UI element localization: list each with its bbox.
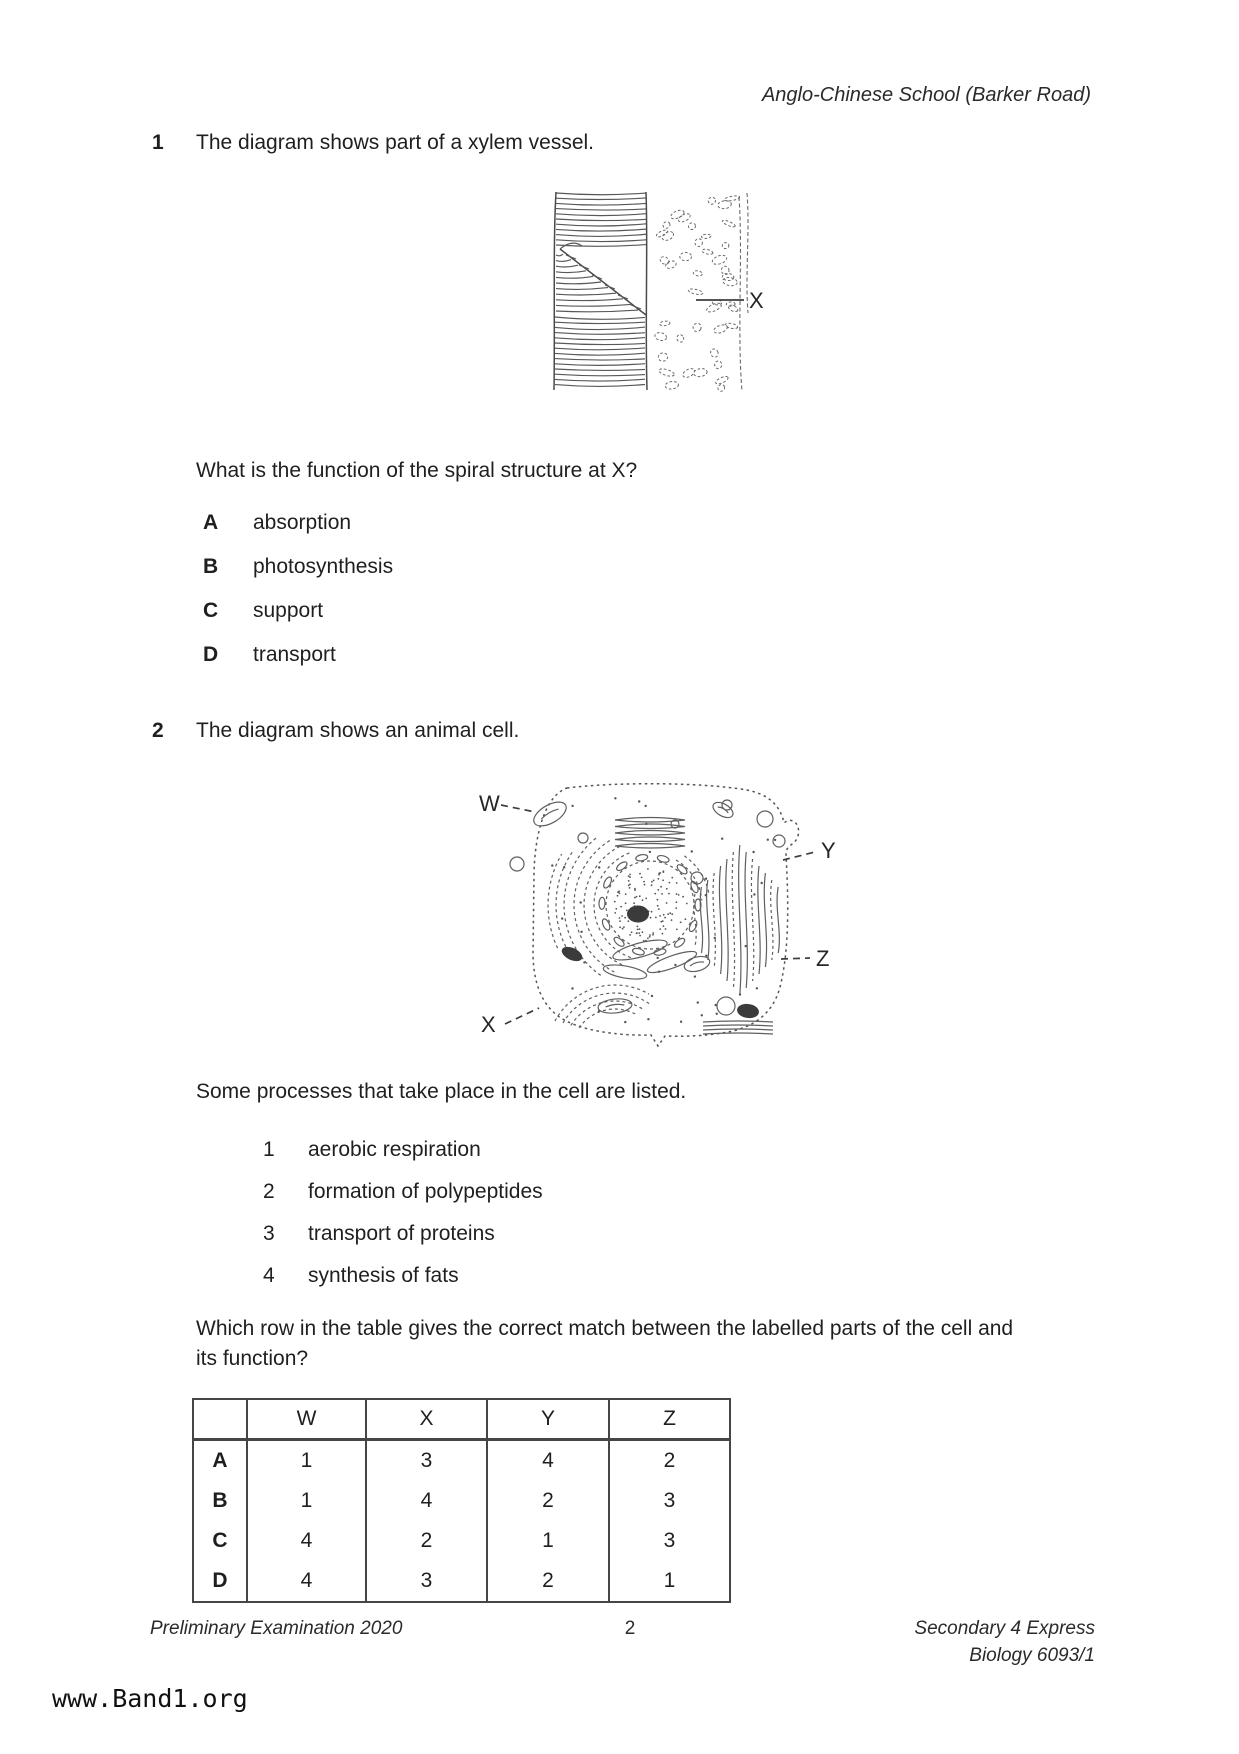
cell-label-z: Z xyxy=(816,946,830,971)
option-d xyxy=(203,642,703,668)
row-d-w: 4 xyxy=(247,1561,366,1602)
process-4-text: synthesis of fats xyxy=(308,1264,459,1287)
animal-cell-diagram xyxy=(465,778,855,1048)
option-b xyxy=(203,554,703,580)
row-b-w: 1 xyxy=(247,1481,366,1521)
x-pointer-line xyxy=(505,1008,539,1024)
watermark-url: www.Band1.org xyxy=(52,1684,248,1713)
header-z: Z xyxy=(609,1399,730,1440)
row-c-x: 2 xyxy=(366,1521,487,1561)
cell-label-w: W xyxy=(479,791,500,816)
processes-intro: Some processes that take place in the cell are listed. xyxy=(196,1080,687,1103)
school-header: Anglo-Chinese School (Barker Road) xyxy=(761,84,1091,106)
process-3-text: transport of proteins xyxy=(308,1222,495,1245)
question-1-prompt: What is the function of the spiral structure at X? xyxy=(196,459,638,482)
answer-table xyxy=(192,1398,731,1603)
xylem-diagram xyxy=(540,163,770,398)
process-2-number: 2 xyxy=(263,1180,275,1203)
xylem-label-x: X xyxy=(749,288,764,313)
row-a-x: 3 xyxy=(366,1440,487,1482)
question-1-stem-row xyxy=(152,130,1052,156)
row-a-label: A xyxy=(193,1440,247,1482)
row-a-y: 4 xyxy=(487,1440,609,1482)
process-1-text: aerobic respiration xyxy=(308,1138,481,1161)
header-w: W xyxy=(247,1399,366,1440)
option-d-letter: D xyxy=(203,643,219,666)
table-row-a xyxy=(193,1440,730,1482)
question-2-prompt-line2: its function? xyxy=(196,1347,309,1370)
option-a-text: absorption xyxy=(253,511,352,534)
process-1 xyxy=(263,1137,863,1163)
cell-label-x: X xyxy=(481,1012,496,1037)
footer-course-line1: Secondary 4 Express xyxy=(914,1618,1095,1639)
answer-table-header-row xyxy=(193,1399,730,1440)
process-2 xyxy=(263,1179,863,1205)
w-pointer-line xyxy=(501,805,535,812)
processes-list xyxy=(263,1137,863,1305)
row-a-z: 2 xyxy=(609,1440,730,1482)
header-y: Y xyxy=(487,1399,609,1440)
row-c-z: 3 xyxy=(609,1521,730,1561)
row-c-label: C xyxy=(193,1521,247,1561)
option-c xyxy=(203,598,703,624)
footer-course-block xyxy=(914,1615,1095,1669)
option-a xyxy=(203,510,703,536)
y-pointer-line xyxy=(783,852,815,860)
row-b-y: 2 xyxy=(487,1481,609,1521)
option-d-text: transport xyxy=(253,643,336,666)
process-1-number: 1 xyxy=(263,1138,275,1161)
table-row-c xyxy=(193,1521,730,1561)
footer-course-line2: Biology 6093/1 xyxy=(969,1645,1095,1666)
process-4 xyxy=(263,1263,863,1289)
parenchyma-cells xyxy=(654,193,748,392)
question-1-options xyxy=(203,510,703,686)
table-row-d xyxy=(193,1561,730,1602)
option-c-letter: C xyxy=(203,599,219,622)
question-2-stem: The diagram shows an animal cell. xyxy=(196,719,520,742)
corner-cell xyxy=(193,1399,247,1440)
row-d-label: D xyxy=(193,1561,247,1602)
spiral-vessel xyxy=(554,192,647,390)
z-pointer-line xyxy=(781,958,810,959)
row-d-z: 1 xyxy=(609,1561,730,1602)
row-a-w: 1 xyxy=(247,1440,366,1482)
row-c-w: 4 xyxy=(247,1521,366,1561)
row-b-label: B xyxy=(193,1481,247,1521)
table-row-b xyxy=(193,1481,730,1521)
option-b-letter: B xyxy=(203,555,219,578)
golgi-apparatus xyxy=(694,845,780,995)
process-2-text: formation of polypeptides xyxy=(308,1180,543,1203)
question-1-stem: The diagram shows part of a xylem vessel. xyxy=(196,131,594,154)
question-2-prompt xyxy=(196,1316,1116,1372)
row-c-y: 1 xyxy=(487,1521,609,1561)
footer-exam-name: Preliminary Examination 2020 xyxy=(150,1618,403,1639)
cell-label-y: Y xyxy=(821,838,836,863)
row-d-x: 3 xyxy=(366,1561,487,1602)
row-b-x: 4 xyxy=(366,1481,487,1521)
option-c-text: support xyxy=(253,599,324,622)
header-x: X xyxy=(366,1399,487,1440)
process-3-number: 3 xyxy=(263,1222,275,1245)
option-b-text: photosynthesis xyxy=(253,555,394,578)
question-1-number: 1 xyxy=(152,131,164,154)
question-2-prompt-line1: Which row in the table gives the correct match between the labelled parts of the cell and xyxy=(196,1317,1014,1340)
option-a-letter: A xyxy=(203,511,219,534)
footer-page-number: 2 xyxy=(624,1618,636,1639)
process-4-number: 4 xyxy=(263,1264,275,1287)
row-b-z: 3 xyxy=(609,1481,730,1521)
process-3 xyxy=(263,1221,863,1247)
question-2-number: 2 xyxy=(152,719,164,742)
endoplasmic-reticulum xyxy=(548,818,709,1028)
row-d-y: 2 xyxy=(487,1561,609,1602)
question-2-stem-row xyxy=(152,718,1052,744)
